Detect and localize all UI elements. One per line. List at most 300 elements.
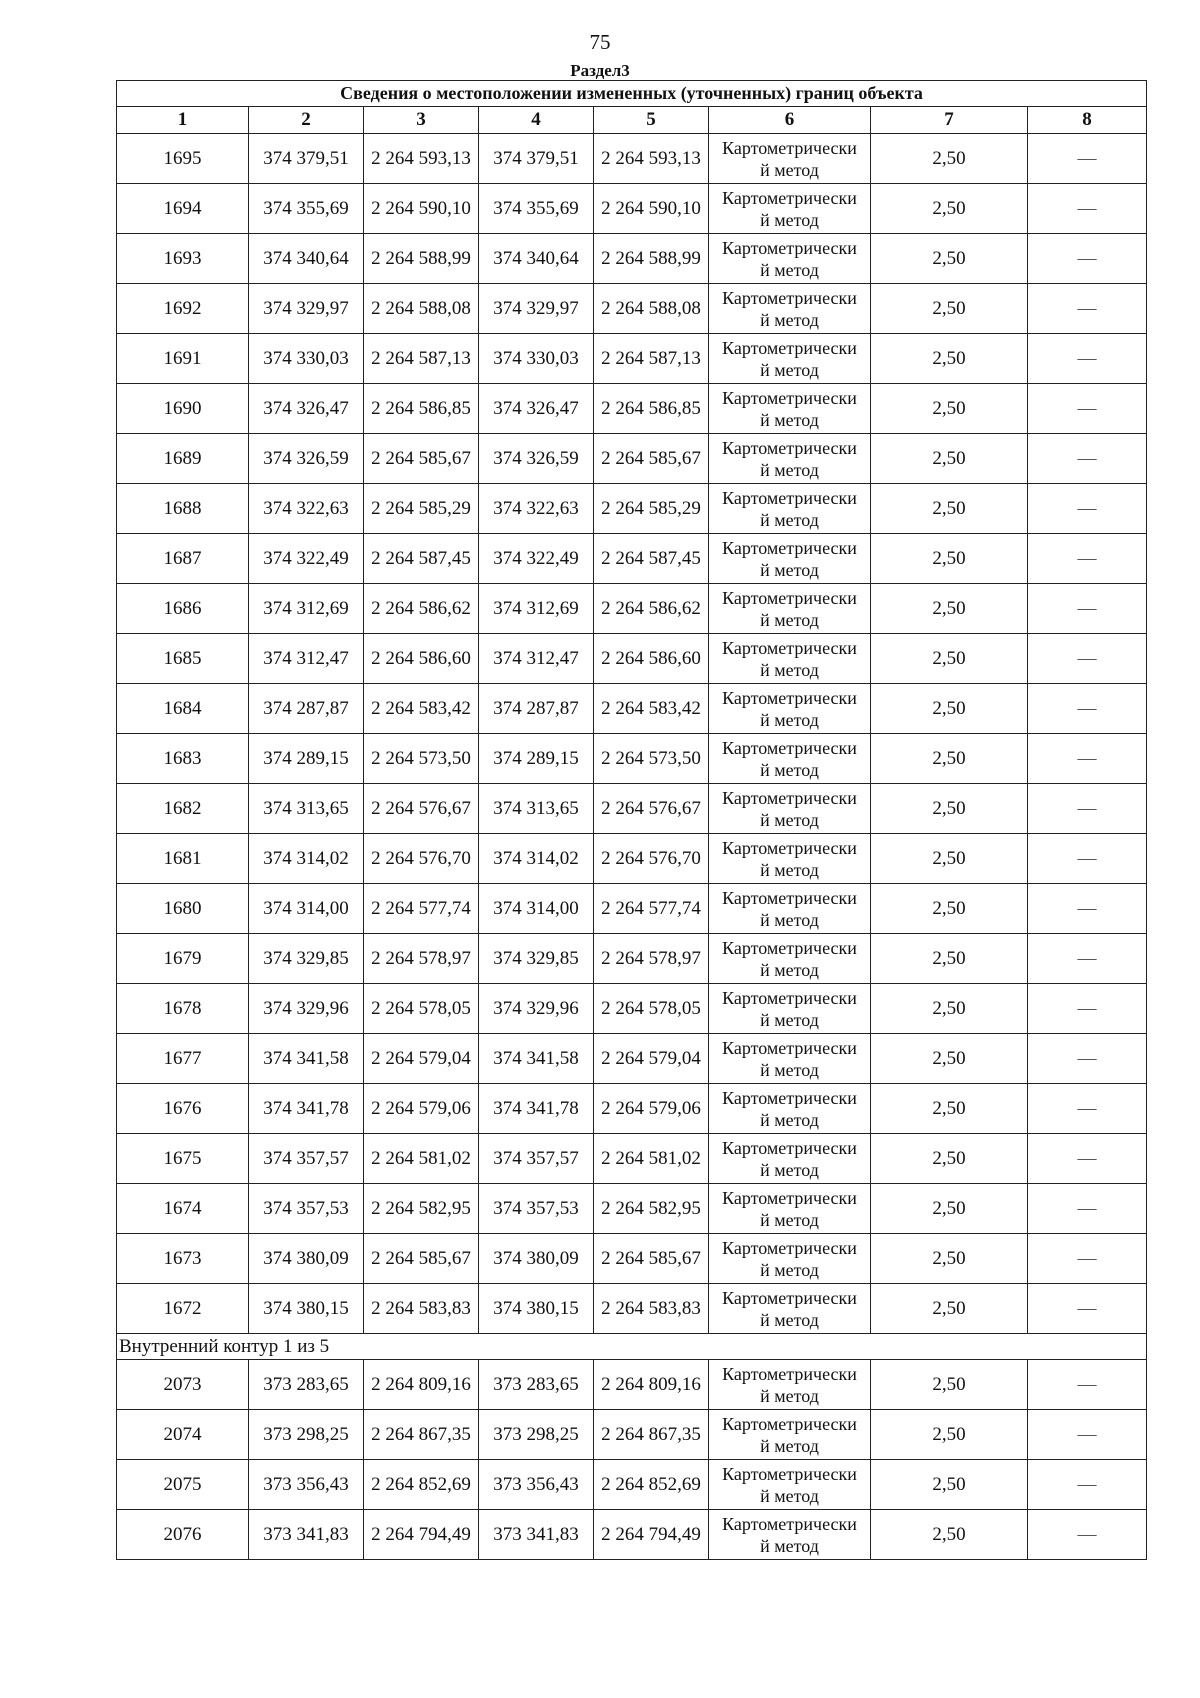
x-existing: 373 356,43 [249,1460,364,1510]
x-existing: 374 329,96 [249,984,364,1034]
method-cell [709,1410,871,1460]
method-text: й метод [760,1209,819,1230]
description-dash: — [1028,1084,1147,1134]
y-existing: 2 264 809,16 [364,1360,479,1410]
method-text: Картометрически [722,1287,857,1308]
y-existing: 2 264 578,97 [364,934,479,984]
description-dash: — [1028,934,1147,984]
y-existing: 2 264 586,60 [364,634,479,684]
method-text: Картометрически [722,1187,857,1208]
y-new: 2 264 593,13 [594,134,709,184]
x-existing: 374 380,15 [249,1284,364,1334]
table-row [117,784,1147,834]
column-header: 6 [709,107,871,134]
y-existing: 2 264 593,13 [364,134,479,184]
description-dash: — [1028,1184,1147,1234]
x-new: 373 298,25 [479,1410,594,1460]
y-new: 2 264 587,45 [594,534,709,584]
method-cell [709,334,871,384]
y-new: 2 264 579,06 [594,1084,709,1134]
y-existing: 2 264 578,05 [364,984,479,1034]
x-new: 374 289,15 [479,734,594,784]
y-existing: 2 264 867,35 [364,1410,479,1460]
method-text: й метод [760,1159,819,1180]
description-dash: — [1028,684,1147,734]
x-new: 374 314,02 [479,834,594,884]
method-text: Картометрически [722,537,857,558]
y-new: 2 264 576,67 [594,784,709,834]
description-dash: — [1028,534,1147,584]
accuracy: 2,50 [871,1084,1028,1134]
table-row [117,1510,1147,1560]
table-row [117,334,1147,384]
method-cell [709,834,871,884]
y-new: 2 264 576,70 [594,834,709,884]
y-new: 2 264 587,13 [594,334,709,384]
column-header: 4 [479,107,594,134]
method-text: й метод [760,1109,819,1130]
accuracy: 2,50 [871,784,1028,834]
description-dash: — [1028,734,1147,784]
y-new: 2 264 583,83 [594,1284,709,1334]
y-new: 2 264 588,08 [594,284,709,334]
method-text: Картометрически [722,287,857,308]
x-new: 374 326,59 [479,434,594,484]
method-cell [709,884,871,934]
x-existing: 374 380,09 [249,1234,364,1284]
x-new: 374 329,97 [479,284,594,334]
x-new: 374 314,00 [479,884,594,934]
method-text: Картометрически [722,837,857,858]
accuracy: 2,50 [871,534,1028,584]
method-text: Картометрически [722,987,857,1008]
x-existing: 374 357,53 [249,1184,364,1234]
method-text: й метод [760,159,819,180]
y-existing: 2 264 587,45 [364,534,479,584]
x-new: 374 355,69 [479,184,594,234]
method-text: й метод [760,559,819,580]
x-existing: 374 341,78 [249,1084,364,1134]
method-text: Картометрически [722,1413,857,1434]
table-row [117,1284,1147,1334]
method-text: й метод [760,459,819,480]
method-text: Картометрически [722,337,857,358]
table-row [117,984,1147,1034]
table-row [117,684,1147,734]
method-cell [709,234,871,284]
y-new: 2 264 852,69 [594,1460,709,1510]
boundary-coordinates-table [116,80,1147,1560]
description-dash: — [1028,134,1147,184]
table-row [117,1410,1147,1460]
method-text: Картометрически [722,1237,857,1258]
description-dash: — [1028,584,1147,634]
point-number: 2076 [117,1510,249,1560]
method-text: Картометрически [722,237,857,258]
method-text: й метод [760,859,819,880]
y-existing: 2 264 585,67 [364,1234,479,1284]
x-existing: 374 312,69 [249,584,364,634]
point-number: 1676 [117,1084,249,1134]
x-new: 374 322,49 [479,534,594,584]
accuracy: 2,50 [871,434,1028,484]
method-cell [709,184,871,234]
y-existing: 2 264 794,49 [364,1510,479,1560]
accuracy: 2,50 [871,234,1028,284]
x-new: 374 380,09 [479,1234,594,1284]
table-row [117,1184,1147,1234]
x-existing: 374 329,85 [249,934,364,984]
description-dash: — [1028,884,1147,934]
description-dash: — [1028,834,1147,884]
method-text: й метод [760,1485,819,1506]
description-dash: — [1028,1360,1147,1410]
method-cell [709,134,871,184]
method-text: й метод [760,1435,819,1456]
x-new: 373 356,43 [479,1460,594,1510]
method-text: й метод [760,509,819,530]
method-text: Картометрически [722,687,857,708]
accuracy: 2,50 [871,1234,1028,1284]
method-cell [709,1510,871,1560]
description-dash: — [1028,334,1147,384]
table-row [117,584,1147,634]
table-caption: Сведения о местоположении измененных (уточненных) границ объекта [117,81,1147,107]
y-new: 2 264 585,67 [594,1234,709,1284]
x-new: 374 380,15 [479,1284,594,1334]
method-cell [709,1460,871,1510]
method-text: Картометрически [722,1513,857,1534]
method-text: Картометрически [722,637,857,658]
y-new: 2 264 809,16 [594,1360,709,1410]
column-header: 5 [594,107,709,134]
y-existing: 2 264 852,69 [364,1460,479,1510]
method-cell [709,584,871,634]
description-dash: — [1028,384,1147,434]
method-text: Картометрически [722,1463,857,1484]
accuracy: 2,50 [871,334,1028,384]
method-text: Картометрически [722,737,857,758]
point-number: 1688 [117,484,249,534]
accuracy: 2,50 [871,484,1028,534]
method-cell [709,934,871,984]
x-existing: 374 322,49 [249,534,364,584]
method-text: Картометрически [722,1087,857,1108]
point-number: 1677 [117,1034,249,1084]
x-existing: 374 313,65 [249,784,364,834]
method-text: й метод [760,209,819,230]
column-header: 3 [364,107,479,134]
y-existing: 2 264 587,13 [364,334,479,384]
x-new: 374 330,03 [479,334,594,384]
description-dash: — [1028,984,1147,1034]
x-existing: 374 329,97 [249,284,364,334]
x-new: 374 312,69 [479,584,594,634]
x-new: 373 283,65 [479,1360,594,1410]
method-text: й метод [760,1385,819,1406]
point-number: 1690 [117,384,249,434]
x-new: 374 357,57 [479,1134,594,1184]
accuracy: 2,50 [871,884,1028,934]
x-new: 374 326,47 [479,384,594,434]
table-row [117,1084,1147,1134]
x-existing: 374 357,57 [249,1134,364,1184]
x-new: 374 287,87 [479,684,594,734]
point-number: 2075 [117,1460,249,1510]
method-text: й метод [760,1009,819,1030]
accuracy: 2,50 [871,134,1028,184]
y-existing: 2 264 573,50 [364,734,479,784]
y-existing: 2 264 588,99 [364,234,479,284]
description-dash: — [1028,434,1147,484]
x-existing: 373 298,25 [249,1410,364,1460]
method-text: й метод [760,259,819,280]
method-text: й метод [760,309,819,330]
table-row [117,484,1147,534]
y-existing: 2 264 583,42 [364,684,479,734]
x-new: 374 329,96 [479,984,594,1034]
accuracy: 2,50 [871,1460,1028,1510]
accuracy: 2,50 [871,1184,1028,1234]
point-number: 1691 [117,334,249,384]
x-new: 374 329,85 [479,934,594,984]
accuracy: 2,50 [871,634,1028,684]
y-new: 2 264 579,04 [594,1034,709,1084]
y-existing: 2 264 586,62 [364,584,479,634]
x-existing: 374 341,58 [249,1034,364,1084]
y-new: 2 264 794,49 [594,1510,709,1560]
y-new: 2 264 582,95 [594,1184,709,1234]
x-existing: 374 330,03 [249,334,364,384]
accuracy: 2,50 [871,1360,1028,1410]
point-number: 1692 [117,284,249,334]
point-number: 1687 [117,534,249,584]
table-row [117,384,1147,434]
x-existing: 374 379,51 [249,134,364,184]
method-text: Картометрически [722,1037,857,1058]
y-existing: 2 264 576,67 [364,784,479,834]
column-header: 2 [249,107,364,134]
y-existing: 2 264 583,83 [364,1284,479,1334]
x-existing: 374 312,47 [249,634,364,684]
x-existing: 374 289,15 [249,734,364,784]
y-existing: 2 264 577,74 [364,884,479,934]
method-cell [709,1360,871,1410]
accuracy: 2,50 [871,934,1028,984]
description-dash: — [1028,1234,1147,1284]
accuracy: 2,50 [871,284,1028,334]
x-new: 374 379,51 [479,134,594,184]
y-new: 2 264 586,62 [594,584,709,634]
method-cell [709,1184,871,1234]
description-dash: — [1028,1410,1147,1460]
method-cell [709,1084,871,1134]
method-cell [709,1234,871,1284]
table-row [117,284,1147,334]
description-dash: — [1028,234,1147,284]
method-cell [709,684,871,734]
point-number: 1675 [117,1134,249,1184]
inner-contour-rows [117,1360,1147,1560]
accuracy: 2,50 [871,1410,1028,1460]
y-new: 2 264 577,74 [594,884,709,934]
y-existing: 2 264 582,95 [364,1184,479,1234]
table-row [117,184,1147,234]
x-new: 374 341,78 [479,1084,594,1134]
main-contour-rows [117,134,1147,1334]
description-dash: — [1028,1284,1147,1334]
y-new: 2 264 578,97 [594,934,709,984]
method-text: Картометрически [722,387,857,408]
column-header: 1 [117,107,249,134]
description-dash: — [1028,634,1147,684]
y-existing: 2 264 590,10 [364,184,479,234]
x-existing: 374 314,02 [249,834,364,884]
point-number: 1685 [117,634,249,684]
x-new: 374 340,64 [479,234,594,284]
point-number: 1689 [117,434,249,484]
accuracy: 2,50 [871,984,1028,1034]
method-text: й метод [760,759,819,780]
section-label: Раздел3 [570,61,630,80]
point-number: 1683 [117,734,249,784]
method-text: й метод [760,609,819,630]
method-text: Картометрически [722,487,857,508]
method-text: й метод [760,1259,819,1280]
description-dash: — [1028,184,1147,234]
table-row [117,534,1147,584]
description-dash: — [1028,284,1147,334]
x-new: 374 313,65 [479,784,594,834]
table-row [117,834,1147,884]
x-existing: 374 340,64 [249,234,364,284]
method-cell [709,384,871,434]
method-text: Картометрически [722,787,857,808]
method-text: й метод [760,409,819,430]
description-dash: — [1028,1134,1147,1184]
y-existing: 2 264 585,67 [364,434,479,484]
point-number: 1681 [117,834,249,884]
point-number: 1694 [117,184,249,234]
x-existing: 373 283,65 [249,1360,364,1410]
column-header: 7 [871,107,1028,134]
method-text: й метод [760,809,819,830]
method-text: Картометрически [722,587,857,608]
method-cell [709,284,871,334]
table-row [117,1360,1147,1410]
accuracy: 2,50 [871,684,1028,734]
y-new: 2 264 867,35 [594,1410,709,1460]
method-text: й метод [760,1059,819,1080]
method-text: й метод [760,1309,819,1330]
accuracy: 2,50 [871,1134,1028,1184]
y-new: 2 264 583,42 [594,684,709,734]
x-existing: 374 326,47 [249,384,364,434]
x-new: 374 322,63 [479,484,594,534]
method-cell [709,784,871,834]
y-new: 2 264 586,85 [594,384,709,434]
table-row [117,134,1147,184]
method-cell [709,634,871,684]
method-cell [709,434,871,484]
y-existing: 2 264 586,85 [364,384,479,434]
method-text: й метод [760,709,819,730]
page-number: 75 [589,30,611,54]
x-new: 373 341,83 [479,1510,594,1560]
y-new: 2 264 578,05 [594,984,709,1034]
point-number: 1680 [117,884,249,934]
description-dash: — [1028,784,1147,834]
method-cell [709,484,871,534]
method-cell [709,1134,871,1184]
y-existing: 2 264 576,70 [364,834,479,884]
point-number: 1693 [117,234,249,284]
method-text: й метод [760,659,819,680]
accuracy: 2,50 [871,1510,1028,1560]
y-new: 2 264 588,99 [594,234,709,284]
point-number: 1682 [117,784,249,834]
method-cell [709,534,871,584]
accuracy: 2,50 [871,1284,1028,1334]
method-text: й метод [760,959,819,980]
column-header-row [117,107,1147,134]
point-number: 1686 [117,584,249,634]
table-row [117,934,1147,984]
table-row [117,1234,1147,1284]
accuracy: 2,50 [871,184,1028,234]
table-row [117,884,1147,934]
y-existing: 2 264 585,29 [364,484,479,534]
point-number: 1679 [117,934,249,984]
y-existing: 2 264 579,06 [364,1084,479,1134]
x-existing: 374 355,69 [249,184,364,234]
point-number: 1678 [117,984,249,1034]
x-new: 374 357,53 [479,1184,594,1234]
method-text: й метод [760,909,819,930]
y-existing: 2 264 579,04 [364,1034,479,1084]
accuracy: 2,50 [871,584,1028,634]
x-existing: 374 322,63 [249,484,364,534]
y-new: 2 264 586,60 [594,634,709,684]
inner-contour-label: Внутренний контур 1 из 5 [117,1334,1147,1360]
accuracy: 2,50 [871,1034,1028,1084]
description-dash: — [1028,484,1147,534]
method-text: й метод [760,1535,819,1556]
point-number: 1695 [117,134,249,184]
accuracy: 2,50 [871,734,1028,784]
table-row [117,434,1147,484]
method-text: Картометрически [722,437,857,458]
method-text: Картометрически [722,187,857,208]
table-row [117,1034,1147,1084]
method-cell [709,734,871,784]
x-existing: 374 314,00 [249,884,364,934]
y-new: 2 264 585,29 [594,484,709,534]
point-number: 1672 [117,1284,249,1334]
method-cell [709,984,871,1034]
column-header: 8 [1028,107,1147,134]
method-text: Картометрически [722,937,857,958]
x-existing: 373 341,83 [249,1510,364,1560]
point-number: 1674 [117,1184,249,1234]
description-dash: — [1028,1510,1147,1560]
y-existing: 2 264 581,02 [364,1134,479,1184]
point-number: 1684 [117,684,249,734]
description-dash: — [1028,1460,1147,1510]
table-row [117,734,1147,784]
description-dash: — [1028,1034,1147,1084]
x-new: 374 341,58 [479,1034,594,1084]
